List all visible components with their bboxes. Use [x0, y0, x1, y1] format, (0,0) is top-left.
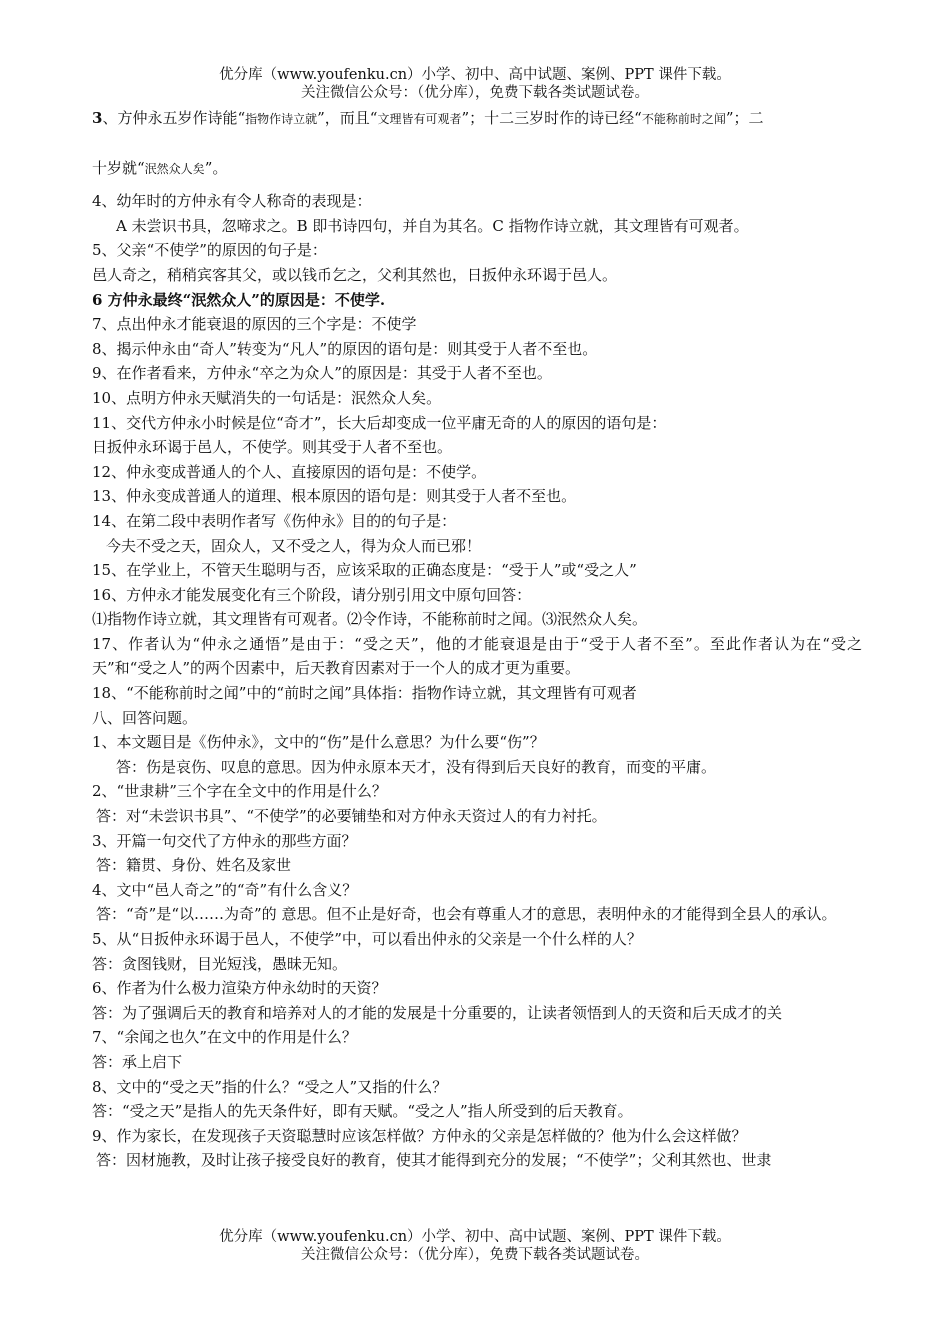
qa-9-answer: 答：因材施教，及时让孩子接受良好的教育，使其才能得到充分的发展；“不使学”；父利其然也、世隶: [96, 1151, 772, 1170]
qa-4-question: 4、文中“邑人奇之”的“奇”有什么含义？: [92, 880, 358, 899]
qa-5-answer: 答：贪图钱财，目光短浅，愚昧无知。: [92, 954, 348, 973]
qa-6-answer: 答：为了强调后天的教育和培养对人的才能的发展是十分重要的，让读者领悟到人的天资和后天成才的关: [92, 1003, 783, 1022]
question-8: 8、揭示仲永由“奇人”转变为“凡人”的原因的语句是：则其受于人者不至也。: [92, 339, 598, 358]
answer-16: ⑴指物作诗立就，其文理皆有可观者。⑵令作诗，不能称前时之闻。⑶泯然众人矣。: [92, 610, 648, 629]
question-3-cont: 十岁就“泯然众人矣”。: [92, 158, 228, 177]
qa-4-answer: 答：“奇”是“以……为奇”的 意思。但不止是好奇，也会有尊重人才的意思，表明仲永的才能得到全县人的承认。: [96, 905, 837, 924]
qa-8-answer: 答：“受之天”是指人的先天条件好，即有天赋。“受之人”指人所受到的后天教育。: [92, 1102, 633, 1121]
document-body: [92, 106, 862, 1173]
question-7: 7、点出仲永才能衰退的原因的三个字是：不使学: [92, 315, 417, 334]
question-17: 17、作者认为“仲永之通悟”是由于：“受之天”，他的才能衰退是由于“受于人者不至”。至此作者认为在“受之天”和“受之人”的两个因素中，后天教育因素对于一个人的成才更为重要。: [92, 634, 862, 678]
qa-6-question: 6、作者为什么极力渲染方仲永幼时的天资？: [92, 979, 387, 998]
header-line-2: 关注微信公众号：（优分库），免费下载各类试题试卷。: [301, 85, 649, 101]
question-10: 10、点明方仲永天赋消失的一句话是：泯然众人矣。: [92, 388, 442, 407]
question-13: 13、仲永变成普通人的道理、根本原因的语句是：则其受于人者不至也。: [92, 487, 577, 506]
qa-9-question: 9、作为家长，在发现孩子天资聪慧时应该怎样做？方仲永的父亲是怎样做的？他为什么会这样做？: [92, 1126, 747, 1145]
footer-line-2: 关注微信公众号：（优分库），免费下载各类试题试卷。: [301, 1247, 649, 1263]
question-3: 3、方仲永五岁作诗能“指物作诗立就”，而且“文理皆有可观者”；十二三岁时作的诗已经“不能称前时之闻”；二: [92, 109, 764, 127]
answer-5: 邑人奇之，稍稍宾客其父，或以钱币乞之，父利其然也，日扳仲永环谒于邑人。: [92, 265, 618, 284]
qa-7-question: 7、“余闻之也久”在文中的作用是什么？: [92, 1028, 357, 1047]
qa-7-answer: 答：承上启下: [92, 1052, 183, 1071]
question-14: 14、在第二段中表明作者写《伤仲永》目的的句子是：: [92, 511, 457, 530]
answer-14: 今夫不受之天，固众人，又不受之人，得为众人而已邪！: [106, 536, 482, 555]
section-heading-8: 八、回答问题。: [92, 708, 198, 727]
question-16: 16、方仲永才能发展变化有三个阶段，请分别引用文中原句回答：: [92, 585, 532, 604]
question-18: 18、“不能称前时之闻”中的“前时之闻”具体指：指物作诗立就，其文理皆有可观者: [92, 684, 637, 703]
page-footer: [0, 1228, 950, 1264]
question-4: 4、幼年时的方仲永有令人称奇的表现是：: [92, 192, 372, 211]
answer-4: A 未尝识书具，忽啼求之。B 即书诗四句，并自为其名。C 指物作诗立就，其文理皆有可观者。: [116, 216, 749, 235]
qa-5-question: 5、从“日扳仲永环谒于邑人，不使学”中，可以看出仲永的父亲是一个什么样的人？: [92, 930, 642, 948]
qa-2-question: 2、“世隶耕”三个字在全文中的作用是什么？: [92, 782, 387, 801]
question-11: 11、交代方仲永小时候是位“奇才”，长大后却变成一位平庸无奇的人的原因的语句是：: [92, 413, 667, 432]
question-12: 12、仲永变成普通人的个人、直接原因的语句是：不使学。: [92, 462, 487, 481]
question-9: 9、在作者看来，方仲永“卒之为众人”的原因是：其受于人者不至也。: [92, 364, 552, 383]
answer-11: 日扳仲永环谒于邑人，不使学。则其受于人者不至也。: [92, 438, 453, 457]
q3-number: 3: [92, 109, 103, 127]
qa-3-answer: 答：籍贯、身份、姓名及家世: [96, 856, 292, 875]
qa-8-question: 8、文中的“受之天”指的什么？“受之人”又指的什么？: [92, 1077, 448, 1096]
qa-2-answer: 答：对“未尝识书具”、“不使学”的必要铺垫和对方仲永天资过人的有力衬托。: [96, 807, 607, 826]
page-header: [0, 66, 950, 102]
question-15: 15、在学业上，不管天生聪明与否，应该采取的正确态度是：“受于人”或“受之人”: [92, 561, 637, 580]
question-5: 5、父亲“不使学”的原因的句子是：: [92, 241, 327, 260]
question-6: 6 方仲永最终“泯然众人”的原因是：不使学.: [92, 290, 386, 309]
header-line-1: 优分库（www.youfenku.cn）小学、初中、高中试题、案例、PPT 课件下载。: [219, 67, 731, 83]
qa-3-question: 3、开篇一句交代了方仲永的那些方面？: [92, 831, 357, 850]
footer-line-1: 优分库（www.youfenku.cn）小学、初中、高中试题、案例、PPT 课件下载。: [219, 1229, 731, 1245]
qa-1-question: 1、本文题目是《伤仲永》，文中的“伤”是什么意思？为什么要“伤”？: [92, 733, 545, 752]
qa-1-answer: 答：伤是哀伤、叹息的意思。因为仲永原本天才，没有得到后天良好的教育，而变的平庸。: [116, 757, 717, 776]
